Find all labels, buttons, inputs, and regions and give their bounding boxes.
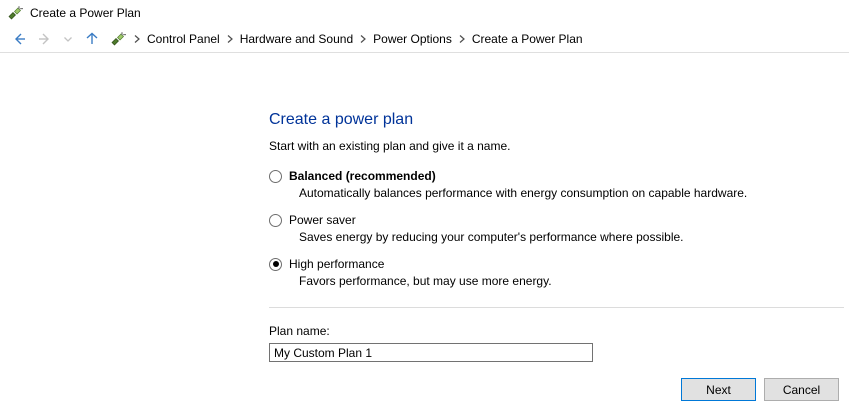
plan-option-balanced[interactable] [269, 169, 844, 200]
breadcrumb-item-control-panel[interactable]: Control Panel [147, 31, 220, 46]
radio-button-power-saver[interactable] [269, 214, 282, 227]
plan-option-high-performance[interactable] [269, 257, 844, 288]
plan-option-power-saver[interactable] [269, 213, 844, 244]
page-title: Create a power plan [269, 111, 414, 128]
page-subheading: Start with an existing plan and give it a name. [269, 139, 511, 153]
chevron-right-icon [455, 34, 469, 44]
back-button[interactable] [8, 28, 32, 50]
plan-option-description: Favors performance, but may use more energy. [299, 274, 552, 288]
plan-name-label: Plan name: [269, 324, 330, 338]
title-bar [0, 0, 849, 25]
radio-button-high-performance[interactable] [269, 258, 282, 271]
plan-option-label: Balanced (recommended) [289, 169, 436, 183]
cancel-button[interactable]: Cancel [764, 378, 839, 401]
breadcrumb-item-create-a-power-plan[interactable]: Create a Power Plan [471, 31, 583, 46]
chevron-right-icon [223, 34, 237, 44]
power-plug-icon [7, 5, 23, 21]
plan-option-description: Automatically balances performance with energy consumption on capable hardware. [299, 186, 748, 200]
dialog-footer [681, 378, 839, 401]
recent-locations-button[interactable] [56, 28, 80, 50]
plan-name-input[interactable] [269, 343, 593, 362]
next-button[interactable]: Next [681, 378, 756, 401]
plan-option-label: High performance [289, 257, 385, 271]
section-divider [269, 307, 844, 308]
plan-option-row[interactable] [269, 169, 844, 183]
navigation-bar [0, 25, 849, 53]
power-plug-icon [110, 31, 126, 47]
plan-option-label: Power saver [289, 213, 356, 227]
create-power-plan-page [269, 110, 844, 362]
up-button[interactable] [80, 28, 104, 50]
plan-option-description: Saves energy by reducing your computer's performance where possible. [299, 230, 684, 244]
radio-button-balanced[interactable] [269, 170, 282, 183]
chevron-right-icon [356, 34, 370, 44]
breadcrumb-item-power-options[interactable]: Power Options [373, 31, 452, 46]
address-bar[interactable] [108, 28, 843, 50]
plan-option-row[interactable] [269, 213, 844, 227]
forward-button[interactable] [32, 28, 56, 50]
plan-option-row[interactable] [269, 257, 844, 271]
window-title: Create a Power Plan [30, 5, 141, 20]
chevron-right-icon [130, 34, 144, 44]
breadcrumb-item-hardware-and-sound[interactable]: Hardware and Sound [239, 31, 354, 46]
